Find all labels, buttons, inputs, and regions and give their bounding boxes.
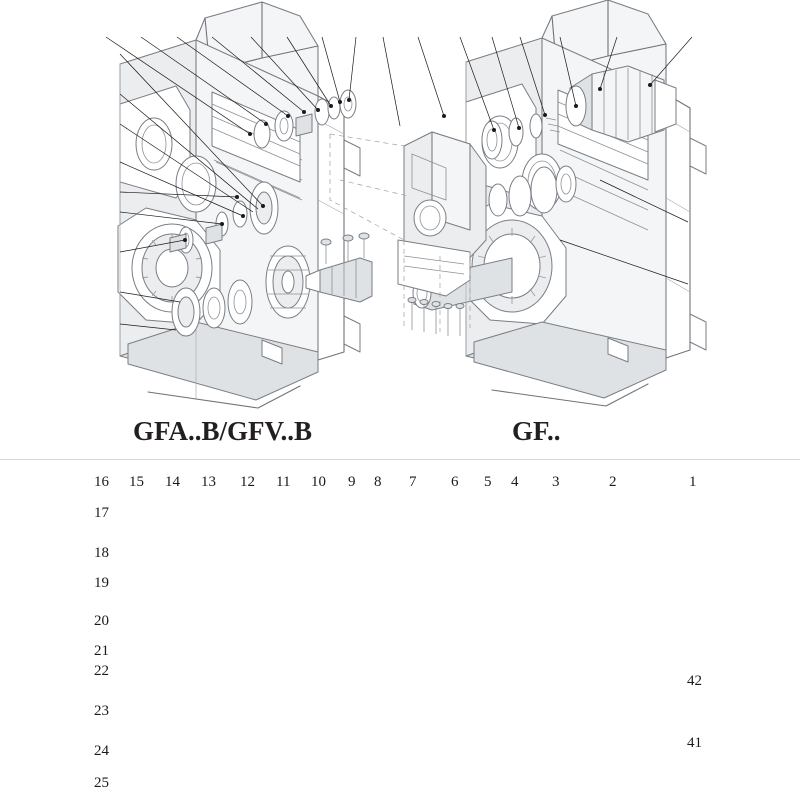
callout-number-23: 23 (94, 703, 109, 719)
callout-number-13: 13 (201, 474, 216, 490)
callout-number-6: 6 (451, 474, 459, 490)
callout-number-9: 9 (348, 474, 356, 490)
housing-body (330, 132, 486, 332)
small-parts-top-row (254, 90, 356, 148)
callout-number-7: 7 (409, 474, 417, 490)
fasteners-bottom (408, 298, 464, 337)
caption-gfab-gfvb: GFA..B/GFV..B (133, 416, 313, 446)
rings-and-bearings-right (482, 114, 576, 216)
callout-number-12: 12 (240, 474, 255, 490)
callout-number-15: 15 (129, 474, 144, 490)
callout-number-18: 18 (94, 545, 109, 561)
callout-number-24: 24 (94, 743, 109, 759)
callout-number-42: 42 (687, 673, 702, 689)
callout-number-25: 25 (94, 775, 109, 791)
callout-number-41: 41 (687, 735, 702, 751)
motor-assembly (566, 66, 676, 142)
callout-number-4: 4 (511, 474, 519, 490)
callout-number-2: 2 (609, 474, 617, 490)
callout-number-10: 10 (311, 474, 326, 490)
callout-number-11: 11 (276, 474, 291, 490)
callout-number-19: 19 (94, 575, 109, 591)
caption-gf: GF.. (512, 416, 561, 446)
exploded-diagram-art (0, 0, 800, 340)
gear-and-shaft-group (170, 182, 372, 336)
callout-number-20: 20 (94, 613, 109, 629)
callout-number-5: 5 (484, 474, 492, 490)
callout-number-14: 14 (165, 474, 180, 490)
callout-number-17: 17 (94, 505, 109, 521)
callout-number-8: 8 (374, 474, 382, 490)
callout-number-16: 16 (94, 474, 109, 490)
exploded-parts-diagram (0, 460, 800, 800)
callout-number-21: 21 (94, 643, 109, 659)
callout-number-22: 22 (94, 663, 109, 679)
callout-number-3: 3 (552, 474, 560, 490)
callout-number-1: 1 (689, 474, 697, 490)
